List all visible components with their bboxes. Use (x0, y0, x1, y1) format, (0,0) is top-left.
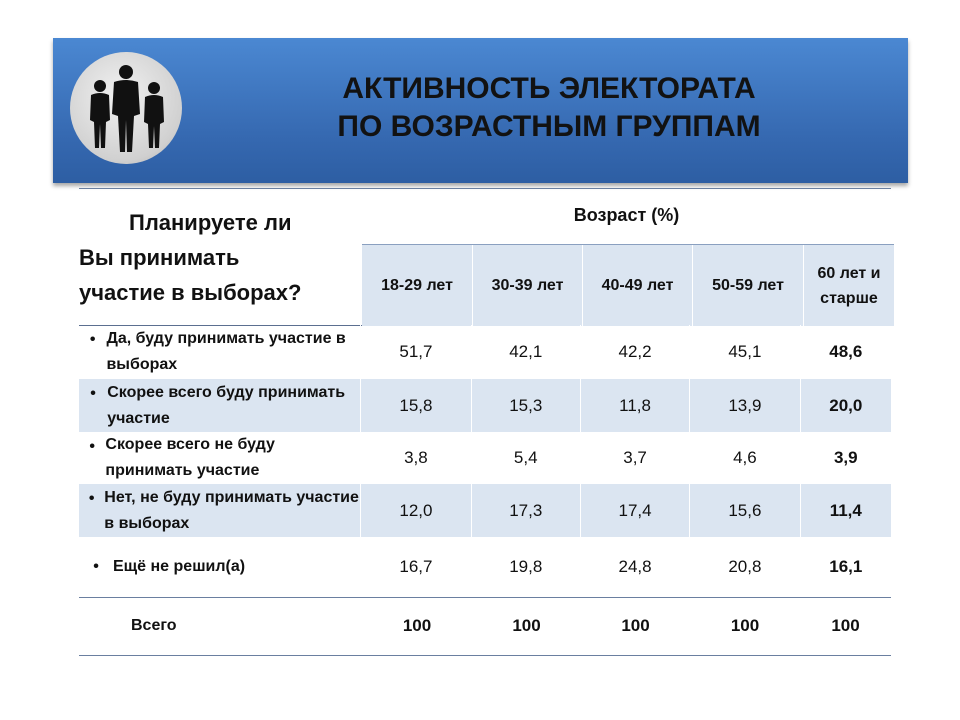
table-cell: 20,8 (689, 537, 799, 597)
table-cell: 3,8 (360, 432, 470, 484)
divider (79, 597, 891, 598)
table-cell: 17,4 (580, 484, 689, 537)
column-headers (362, 244, 894, 326)
row-label (79, 597, 362, 655)
row-label (79, 325, 360, 379)
row-label (79, 379, 360, 432)
table-row (79, 379, 891, 432)
question-line: Планируете ли (129, 210, 292, 235)
table-row (79, 325, 891, 379)
column-header: 40-49 лет (583, 245, 693, 326)
table-cell: 100 (512, 616, 541, 635)
bullet-icon: • (89, 331, 96, 348)
table-cell: 100 (831, 616, 860, 635)
page-title (250, 70, 848, 146)
table-cell: 16,1 (800, 537, 891, 597)
table-cell: 4,6 (689, 432, 799, 484)
table-cell: 13,9 (689, 379, 799, 432)
column-header: 18-29 лет (362, 245, 473, 326)
row-label-text: Ещё не решил(а) (113, 558, 246, 575)
table-row (79, 432, 891, 484)
table-row (79, 537, 891, 597)
table-cell: 100 (621, 616, 650, 635)
table-cell: 15,3 (471, 379, 580, 432)
column-header: 50-59 лет (693, 245, 804, 326)
row-label-text: Скорее всего буду принимать участие (107, 383, 346, 427)
title-line-1: АКТИВНОСТЬ ЭЛЕКТОРАТА (342, 72, 756, 105)
table-cell: 5,4 (471, 432, 580, 484)
table-cell: 12,0 (360, 484, 470, 537)
bullet-icon: • (88, 490, 95, 507)
people-silhouettes-icon (70, 52, 182, 164)
row-label (79, 432, 360, 484)
row-label (79, 484, 360, 537)
column-header: 30-39 лет (473, 245, 583, 326)
table-cell: 100 (402, 616, 432, 635)
age-group-header: Возраст (%) (573, 205, 680, 225)
table-cell: 15,8 (360, 379, 470, 432)
bullet-icon: • (93, 558, 99, 575)
table-cell: 3,7 (580, 432, 689, 484)
title-line-2: ПО ВОЗРАСТНЫМ ГРУППАМ (337, 110, 761, 143)
table-cell: 42,1 (471, 325, 580, 379)
question-header (79, 205, 362, 310)
question-line: Вы принимать (79, 245, 240, 270)
table-cell: 16,7 (360, 537, 470, 597)
column-header: 60 лет и старше (804, 245, 894, 326)
table-cell: 20,0 (800, 379, 891, 432)
table-row (79, 484, 891, 537)
table-cell: 51,7 (360, 325, 470, 379)
table-cell: 48,6 (800, 325, 891, 379)
table-cell: 15,6 (689, 484, 799, 537)
table-cell: 19,8 (471, 537, 580, 597)
table-cell: 42,2 (580, 325, 689, 379)
divider (79, 188, 891, 189)
row-label (79, 537, 360, 597)
table-cell: 100 (730, 616, 760, 635)
row-label-text: Нет, не буду принимать участие в выборах (104, 488, 359, 532)
table-cell: 17,3 (471, 484, 580, 537)
total-row (79, 597, 891, 655)
table-cell: 45,1 (689, 325, 799, 379)
table-cell: 3,9 (800, 432, 891, 484)
row-label-text: Скорее всего не буду принимать участие (105, 436, 275, 479)
bullet-icon: • (90, 385, 96, 402)
bullet-icon: • (89, 438, 96, 455)
row-label-text: Да, буду принимать участие в выборах (106, 330, 346, 373)
question-line: участие в выборах? (79, 280, 302, 305)
divider (79, 655, 891, 656)
table-cell: 11,4 (800, 484, 891, 537)
table-cell: 24,8 (580, 537, 689, 597)
table-cell: 11,8 (580, 379, 689, 432)
row-label-text: Всего (131, 617, 177, 634)
